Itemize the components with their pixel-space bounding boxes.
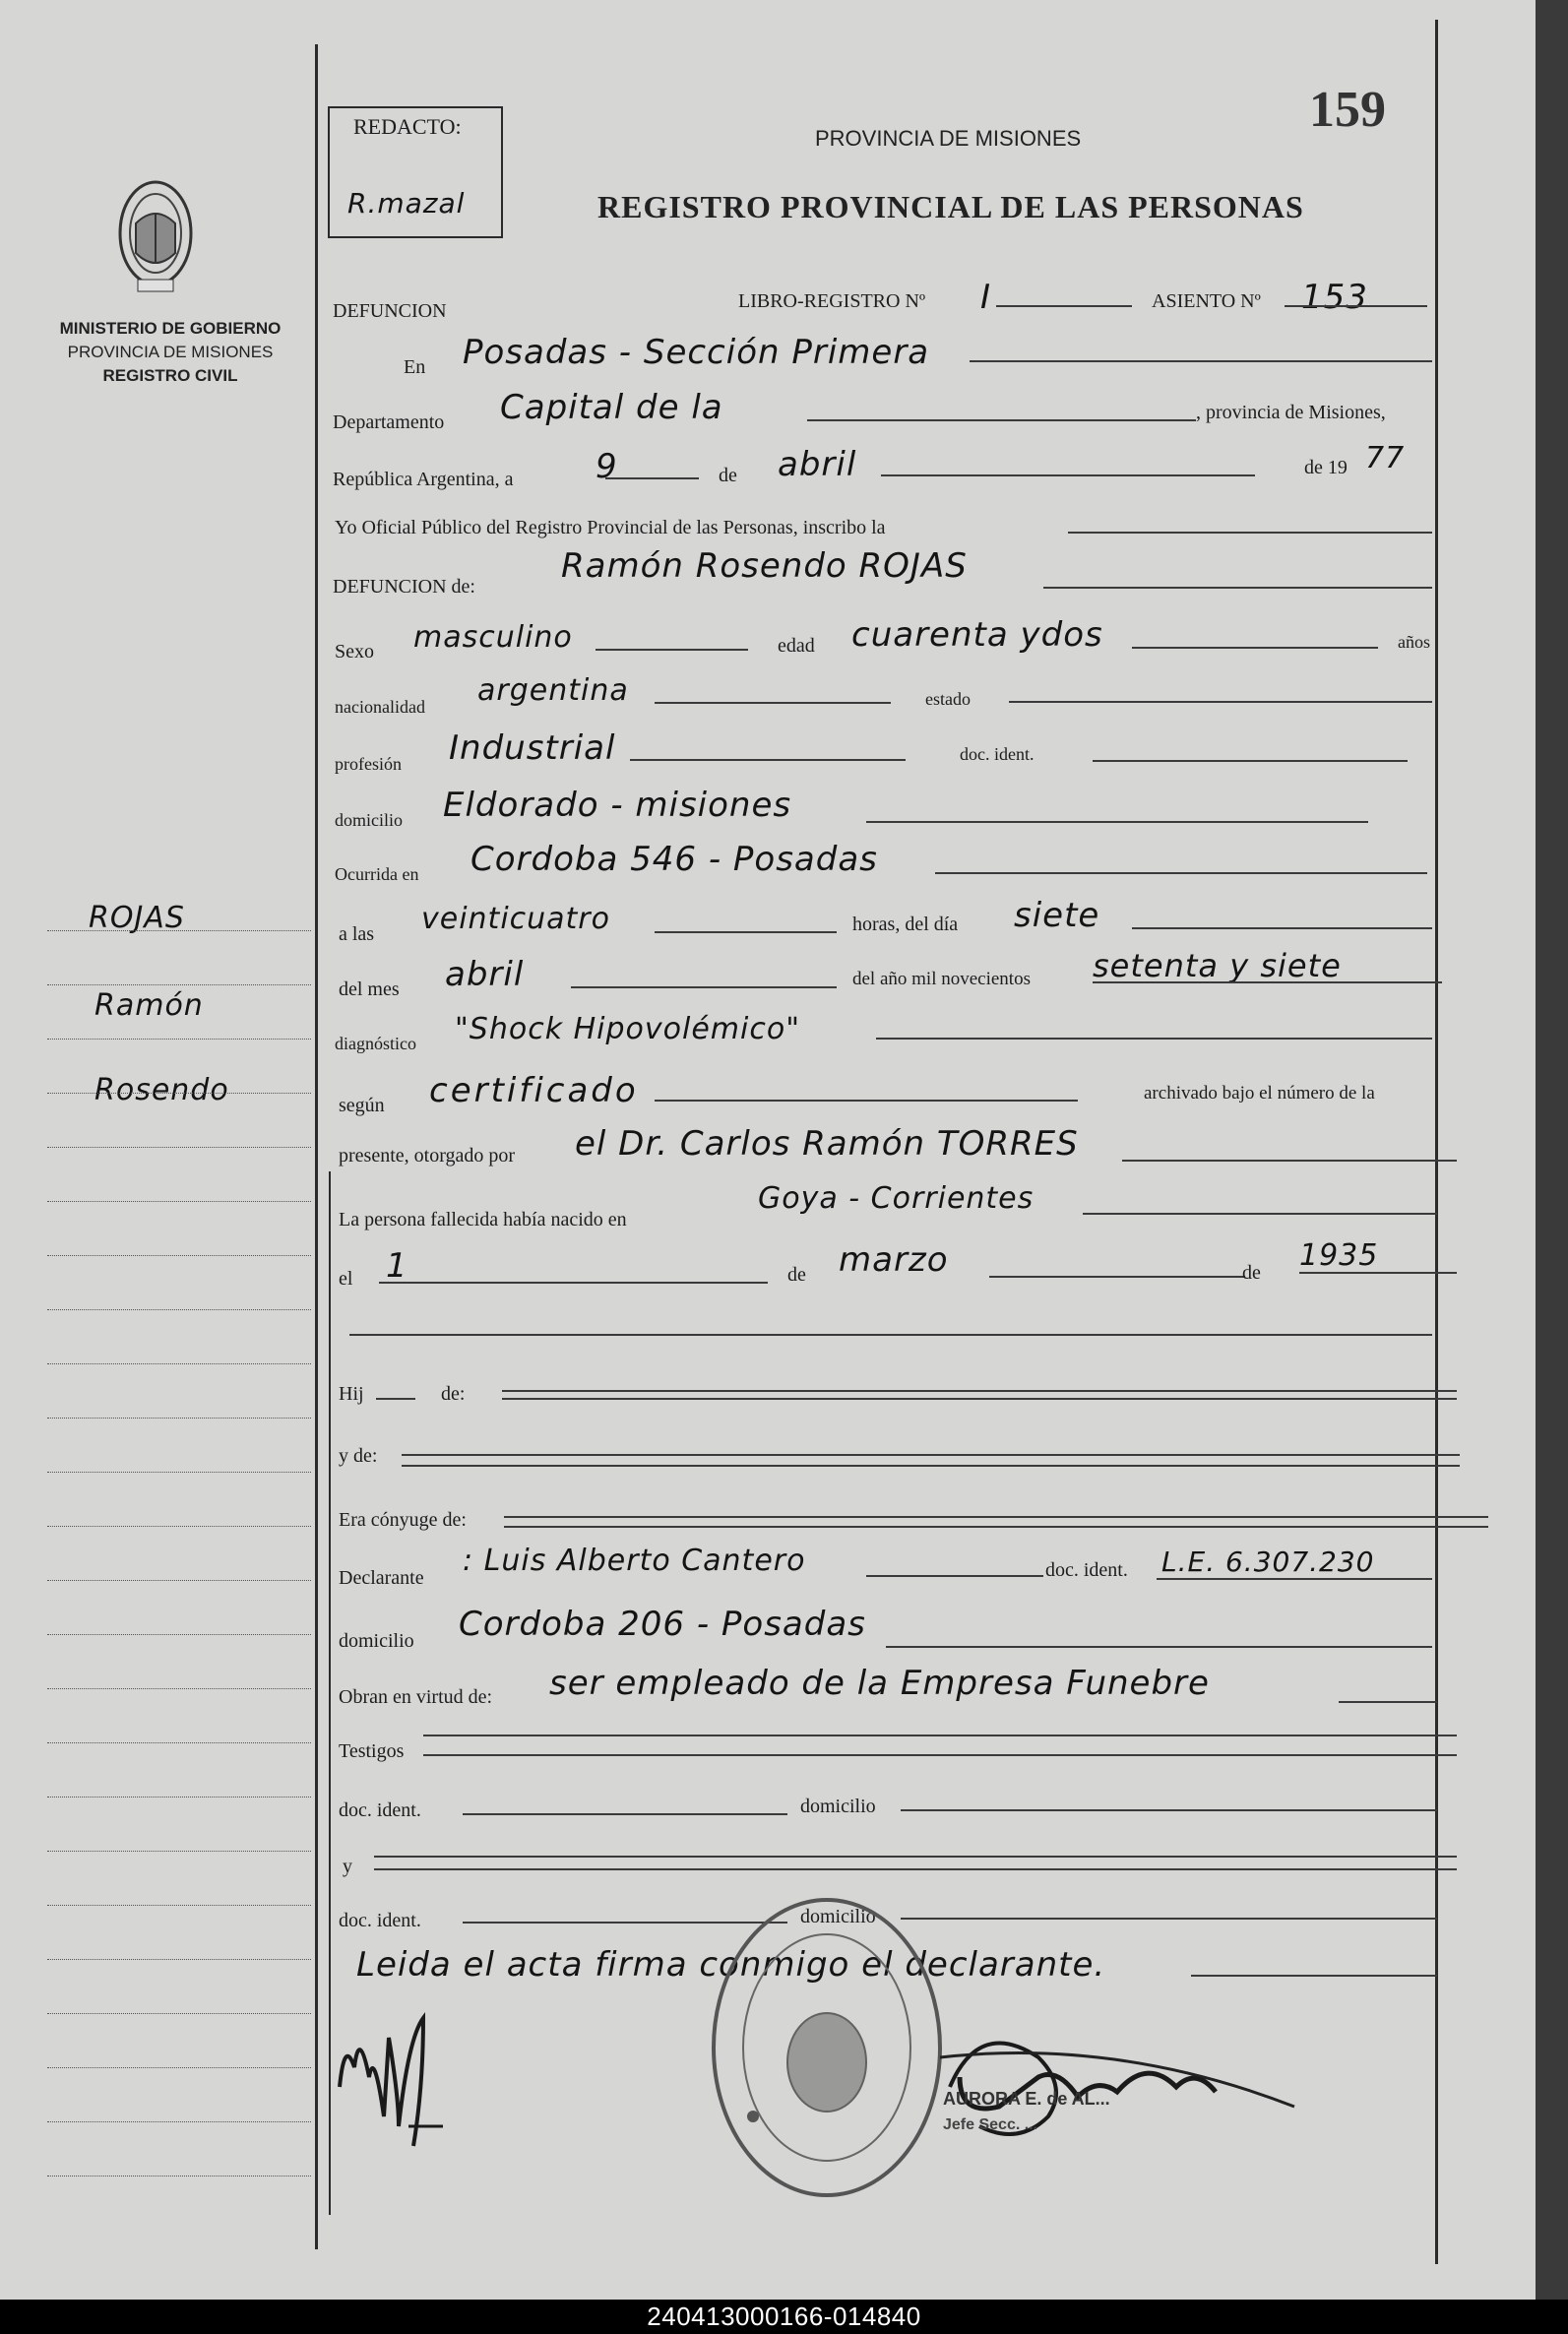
departamento-label: Departamento (333, 411, 445, 433)
libro-label: LIBRO-REGISTRO Nº (738, 290, 926, 312)
nac-dia-line (379, 1282, 768, 1284)
mes-value: abril (445, 955, 525, 994)
en-line (970, 360, 1432, 362)
nac-mes-line (989, 1276, 1245, 1278)
profesion-line (630, 759, 906, 761)
official-seal-stamp (704, 1890, 950, 2205)
segun-value: certificado (429, 1071, 639, 1110)
edad-label: edad (778, 635, 815, 657)
margin-given-name-2: Rosendo (94, 1073, 229, 1107)
decl-domicilio-line (886, 1646, 1432, 1648)
presente-label: presente, otorgado por (339, 1145, 516, 1167)
year-prefix: de 19 (1304, 457, 1348, 478)
conyuge-line-a (504, 1516, 1488, 1518)
libro-line (996, 305, 1132, 307)
ocurrida-label: Ocurrida en (335, 864, 419, 884)
redacto-signature: R.mazal (347, 187, 466, 220)
declarante-label: Declarante (339, 1567, 424, 1589)
dia-line (1132, 927, 1432, 929)
estado-label: estado (925, 689, 971, 709)
nacido-label: La persona fallecida había nacido en (339, 1209, 627, 1230)
domicilio-label: domicilio (335, 810, 403, 830)
libro-value: I (980, 278, 992, 317)
nacionalidad-value: argentina (477, 673, 629, 708)
ocurrida-value: Cordoba 546 - Posadas (470, 840, 878, 879)
margin-rule-line (47, 1309, 311, 1310)
margin-rule-line (47, 1472, 311, 1473)
month-value: abril (778, 445, 857, 484)
decl-doc-line (1157, 1578, 1432, 1580)
y-line-a (374, 1856, 1457, 1858)
year-value: 77 (1365, 441, 1406, 475)
t-domicilio-label: domicilio (800, 1796, 876, 1817)
margin-rule-line (47, 2067, 311, 2068)
margin-rule-line (47, 1742, 311, 1743)
left-margin-rule (315, 44, 318, 2249)
de-label: de (719, 465, 737, 486)
y-de-label: y de: (339, 1445, 378, 1467)
doc-ident-label: doc. ident. (960, 744, 1035, 764)
declarante-line (866, 1575, 1043, 1577)
margin-rule-line (47, 1688, 311, 1689)
margin-rule-line (47, 1093, 311, 1094)
nac-de2-label: de (1242, 1262, 1261, 1284)
province-heading: PROVINCIA DE MISIONES (815, 126, 1082, 151)
asiento-value: 153 (1301, 278, 1368, 317)
nac-anio-line (1299, 1272, 1457, 1274)
margin-rule-line (47, 930, 311, 931)
margin-rule-line (47, 1905, 311, 1906)
estado-line (1009, 701, 1432, 703)
profesion-value: Industrial (449, 728, 616, 768)
margin-rule-line (47, 984, 311, 985)
coat-of-arms-icon (116, 179, 195, 302)
ministry-heading (37, 317, 303, 388)
declarant-signature (330, 2008, 458, 2166)
nacionalidad-line (655, 702, 891, 704)
page-edge (1536, 0, 1568, 2300)
testigos-line-a (423, 1735, 1457, 1736)
margin-rule-line (47, 2121, 311, 2122)
departamento-line (807, 419, 1196, 421)
page-number: 159 (1309, 82, 1386, 138)
anio-mil-label: del año mil novecientos (852, 969, 1031, 989)
testigos-label: Testigos (339, 1740, 405, 1762)
margin-rule-line (47, 2013, 311, 2014)
anio-value: setenta y siete (1093, 947, 1342, 984)
hora-line (655, 931, 837, 933)
decl-domicilio-value: Cordoba 206 - Posadas (459, 1605, 866, 1644)
margin-rule-line (47, 1147, 311, 1148)
provincia-label: , provincia de Misiones, (1196, 402, 1386, 423)
t2-domicilio-line (901, 1918, 1437, 1920)
oficial-label: Yo Oficial Público del Registro Provincial de las Personas, inscribo la (335, 517, 886, 538)
footer-id: 240413000166-014840 (0, 2300, 1568, 2334)
day-line (605, 477, 699, 479)
closing-line (1191, 1975, 1437, 1977)
t-doc-label: doc. ident. (339, 1799, 421, 1821)
margin-rule-line (47, 1851, 311, 1852)
nac-de-label: de (787, 1264, 806, 1286)
diagnostico-value: "Shock Hipovolémico" (455, 1012, 801, 1046)
el-label: el (339, 1268, 353, 1290)
hij-label: Hij (339, 1383, 364, 1405)
testigos-line-b (423, 1754, 1457, 1756)
t2-doc-label: doc. ident. (339, 1910, 421, 1931)
t-domicilio-line (901, 1809, 1437, 1811)
hij-line-a (502, 1390, 1457, 1392)
departamento-value: Capital de la (500, 388, 723, 427)
archivado-label: archivado bajo el número de la (1144, 1083, 1375, 1104)
domicilio-line (866, 821, 1368, 823)
t2-domicilio-label: domicilio (800, 1906, 876, 1927)
declarante-value: : Luis Alberto Cantero (463, 1544, 806, 1578)
registry-title: REGISTRO PROVINCIAL DE LAS PERSONAS (597, 189, 1304, 224)
oficial-line (1068, 532, 1432, 534)
otorgado-value: el Dr. Carlos Ramón TORRES (575, 1124, 1079, 1164)
en-label: En (404, 356, 426, 378)
margin-rule-line (47, 1526, 311, 1527)
doc-ident-line (1093, 760, 1408, 762)
obran-line (1339, 1701, 1437, 1703)
nac-mes-value: marzo (839, 1240, 949, 1280)
redacto-box (328, 106, 503, 238)
profesion-label: profesión (335, 754, 402, 774)
decl-doc-label: doc. ident. (1045, 1559, 1128, 1581)
margin-given-name-1: Ramón (94, 988, 204, 1023)
segun-line (655, 1100, 1078, 1102)
ministry-line-1: MINISTERIO DE GOBIERNO (59, 319, 282, 338)
nac-dia-value: 1 (386, 1246, 408, 1286)
margin-rule-line (47, 1418, 311, 1419)
nacido-line (1083, 1213, 1437, 1215)
otorgado-line (1122, 1160, 1457, 1162)
edad-value: cuarenta ydos (851, 615, 1103, 655)
nacido-value: Goya - Corrientes (758, 1181, 1035, 1216)
right-margin-rule (1435, 20, 1438, 2264)
nac-anio-value: 1935 (1299, 1238, 1379, 1273)
domicilio-value: Eldorado - misiones (443, 786, 792, 825)
asiento-label: ASIENTO Nº (1152, 290, 1261, 312)
blank-line-1 (349, 1334, 1432, 1336)
officer-stamp-line-1: AURORA E. de AL... (943, 2089, 1110, 2109)
margin-rule-line (47, 1580, 311, 1581)
a-las-label: a las (339, 923, 375, 945)
ministry-line-3: REGISTRO CIVIL (102, 366, 238, 385)
decl-domicilio-label: domicilio (339, 1630, 414, 1652)
redacto-label: REDACTO: (353, 114, 462, 139)
closing-text: Leida el acta firma conmigo el declarante. (356, 1945, 1106, 1985)
nacionalidad-label: nacionalidad (335, 697, 425, 717)
sexo-value: masculino (413, 620, 573, 655)
obran-label: Obran en virtud de: (339, 1686, 493, 1708)
anos-label: años (1398, 632, 1430, 652)
defuncion-de-label: DEFUNCION de: (333, 576, 475, 598)
hora-value: veinticuatro (421, 902, 610, 936)
margin-rule-line (47, 1255, 311, 1256)
margin-rule-line (47, 1201, 311, 1202)
segun-label: según (339, 1095, 385, 1116)
ministry-line-2: PROVINCIA DE MISIONES (67, 343, 274, 361)
y-de-line-b (402, 1465, 1460, 1467)
del-mes-label: del mes (339, 978, 400, 1000)
obran-value: ser empleado de la Empresa Funebre (549, 1664, 1210, 1703)
asiento-line (1285, 305, 1427, 307)
diagnostico-label: diagnóstico (335, 1034, 416, 1053)
republica-label: República Argentina, a (333, 469, 514, 490)
en-value: Posadas - Sección Primera (463, 333, 930, 372)
y-label: y (343, 1856, 352, 1877)
dia-value: siete (1014, 896, 1100, 935)
hij-line-b (502, 1398, 1457, 1400)
officer-stamp-line-2: Jefe Secc. ... (943, 2116, 1038, 2133)
margin-rule-line (47, 1797, 311, 1798)
day-value: 9 (596, 447, 618, 486)
decl-doc-value: L.E. 6.307.230 (1161, 1545, 1375, 1578)
month-line (881, 474, 1255, 476)
conyuge-line-b (504, 1526, 1488, 1528)
y-line-b (374, 1868, 1457, 1870)
conyuge-label: Era cónyuge de: (339, 1509, 467, 1531)
defuncion-label: DEFUNCION (333, 300, 447, 322)
y-de-line-a (402, 1454, 1460, 1456)
margin-surname: ROJAS (89, 901, 185, 935)
mes-line (571, 986, 837, 988)
deceased-name: Ramón Rosendo ROJAS (561, 546, 968, 586)
deceased-line (1043, 587, 1432, 589)
sexo-label: Sexo (335, 641, 374, 662)
ocurrida-line (935, 872, 1427, 874)
margin-rule-line (47, 1959, 311, 1960)
hij-de-label: de: (441, 1383, 466, 1405)
sexo-line (596, 649, 748, 651)
margin-rule-line (47, 1634, 311, 1635)
t-doc-line (463, 1813, 787, 1815)
edad-line (1132, 647, 1378, 649)
anio-line (1093, 981, 1442, 983)
horas-label: horas, del día (852, 914, 959, 935)
margin-rule-line (47, 1363, 311, 1364)
margin-rule-line (47, 1039, 311, 1040)
diagnostico-line (876, 1038, 1432, 1040)
hij-short-line (376, 1398, 415, 1400)
